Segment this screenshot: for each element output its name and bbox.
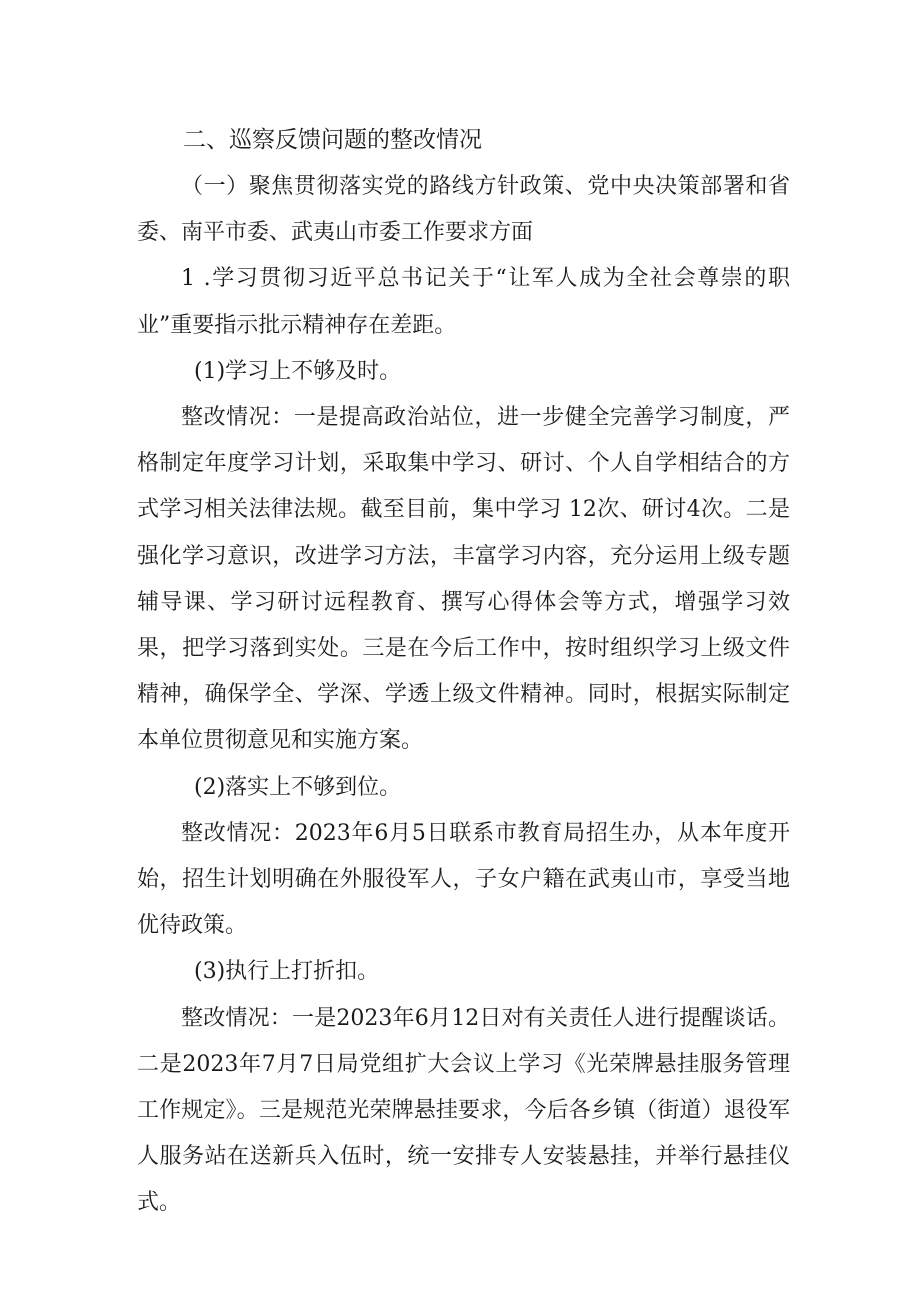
point-content-2: 整改情况：2023年6月5日联系市教育局招生办，从本年度开始，招生计划明确在外服役军人，子女户籍在武夷山市，享受当地优待政策。 bbox=[137, 820, 790, 939]
subsection-title: （一）聚焦贯彻落实党的路线方针政策、党中央决策部署和省委、南平市委、武夷山市委工作要求方面 bbox=[137, 174, 790, 246]
point-title-1: (1)学习上不够及时。 bbox=[194, 358, 402, 384]
item-title: 1 .学习贯彻习近平总书记关于“让军人成为全社会尊崇的职业”重要指示批示精神存在差距。 bbox=[137, 266, 790, 338]
point-title-2: (2)落实上不够到位。 bbox=[194, 774, 402, 800]
point-content-1: 整改情况：一是提高政治站位，进一步健全完善学习制度，严格制定年度学习计划，采取集中学习、研讨、个人自学相结合的方式学习相关法律法规。截至目前，集中学习 12次、研讨4次。二是强化学习意识，改进学习方法，丰富学习内容，充分运用上级专题辅导课、学习研讨远程教育、撰写心得体会等方式，增强学习效果，把学习落到实处。三是在今后工作中，按时组织学习上级文件精神，确保学全、学深、学透上级文件精神。同时，根据实际制定本单位贯彻意见和实施方案。 bbox=[137, 405, 790, 754]
document-body bbox=[137, 116, 790, 1227]
point-title-3: (3)执行上打折扣。 bbox=[194, 959, 380, 985]
point-content-3: 整改情况：一是2023年6月12日对有关责任人进行提醒谈话。二是2023年7月7日局党组扩大会议上学习《光荣牌悬挂服务管理工作规定》。三是规范光荣牌悬挂要求，今后各乡镇（街道）退役军人服务站在送新兵入伍时，统一安排专人安装悬挂，并举行悬挂仪式。 bbox=[137, 1005, 790, 1216]
section-heading: 二、巡察反馈问题的整改情况 bbox=[183, 127, 482, 153]
